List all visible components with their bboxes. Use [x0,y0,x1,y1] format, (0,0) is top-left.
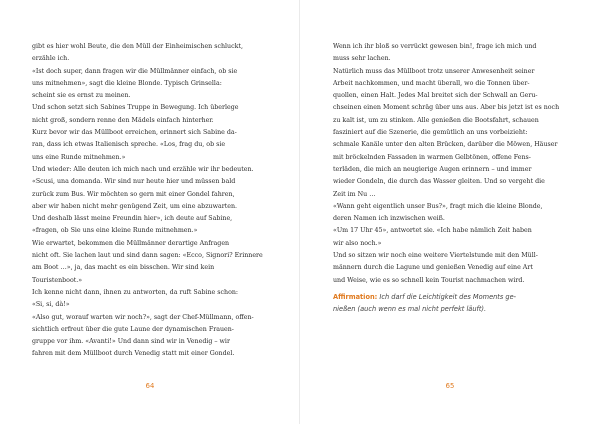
text-line: Wenn ich ihr bloß so verrückt gewesen bin!, frage ich mich und [333,43,537,50]
affirmation-line [333,291,579,303]
text-line: wir also noch.» [333,239,382,247]
text-line: «Also gut, worauf warten wir noch?», sagt der Chef-Müllmann, offen- [32,313,254,321]
text-line: ran, dass ich etwas Italienisch spreche. «Los, frag du, ob sie [32,141,226,149]
left-page-body [32,41,276,361]
text-line: quollen, einen Halt. Jedes Mal breitet sich der Schwall an Geru- [333,92,538,100]
affirmation-block [333,291,579,316]
text-line: gruppe vor ihm. «Avanti!» Und dann sind wir in Venedig – wir [32,338,230,346]
text-line: erzähle ich. [32,55,70,63]
text-line: am Boot …», ja, das macht es ein bisschen. Wir sind kein [32,264,215,272]
text-line: gibt es hier wohl Beute, die den Müll der Einheimischen schluckt, [32,43,243,50]
text-line: zu kalt ist, um zu stinken. Alle genießen die Bootsfahrt, schauen [333,116,539,124]
right-page [300,0,600,424]
text-line: Ich kenne nicht dann, ihnen zu antworten, da ruft Sabine schon: [32,288,239,296]
text-line: «fragen, ob Sie uns eine kleine Runde mitnehmen.» [32,227,198,235]
text-line: Arbeit nachkommen, und macht überall, wo die Tonnen über- [333,79,530,87]
text-line: «Wann geht eigentlich unser Bus?», fragt mich die kleine Blonde, [333,202,543,210]
text-line: und Weise, wie es so schnell kein Tourist nachmachen wird. [333,276,525,284]
text-line: uns eine Runde mitnehmen.» [32,153,126,161]
text-line: «Scusi, una domanda. Wir sind nur heute hier und müssen bald [32,178,236,186]
affirmation-text-continued: nießen (auch wenn es mal nicht perfekt läuft). [333,305,487,314]
text-line: muss sehr lachen. [333,55,391,63]
text-line: Zeit im Nu … [333,190,376,198]
text-line: aber wir haben nicht mehr genügend Zeit, um eine abzuwarten. [32,202,238,210]
text-line: schmale Kanäle unter den alten Brücken, darüber die Möwen, Häuser [333,141,558,149]
text-line: Und wieder: Alle deuten ich mich nach und erzähle wir ihr bedeuten. [32,165,254,173]
text-line: nicht groß, sondern renne den Mädels einfach hinterher. [32,116,214,124]
text-line: mit bröckelnden Fassaden in warmen Gelbtönen, offene Fens- [333,153,531,161]
text-line: fahren mit dem Müllboot durch Venedig statt mit einer Gondel. [32,350,235,358]
text-line: Natürlich muss das Müllboot trotz unserer Anwesenheit seiner [333,67,535,75]
text-line: deren Namen ich inzwischen weiß. [333,215,445,223]
text-line: Wie erwartet, bekommen die Müllmänner derartige Anfragen [32,239,230,247]
text-line: scheint sie es ernst zu meinen. [32,92,131,100]
text-line: terläden, die mich an neugierige Augen erinnern – und immer [333,165,532,173]
text-line: Und schon setzt sich Sabines Truppe in Bewegung. Ich überlege [32,104,239,112]
affirmation-label: Affirmation: [333,292,378,301]
text-line: Touristenboot.» [32,276,83,284]
text-line: Und so sitzen wir noch eine weitere Viertelstunde mit den Müll- [333,252,538,260]
text-line: sichtlich erfreut über die gute Laune der dynamischen Frauen- [32,325,234,333]
text-line: «Um 17 Uhr 45», antwortet sie. «Ich habe nämlich Zeit haben [333,227,532,235]
text-line: zurück zum Bus. Wir möchten so gern mit einer Gondel fahren, [32,190,235,198]
text-line: nicht oft. Sie lachen laut und sind dann sagen: «Ecco, Signori? Erinnere [32,252,263,260]
right-page-body [333,41,579,316]
affirmation-text: Ich darf die Leichtigkeit des Moments ge- [379,292,517,301]
text-line: «Ist doch super, dann fragen wir die Müllmänner einfach, ob sie [32,67,238,75]
text-line: fasziniert auf die Szenerie, die gemütlich an uns vorbeizieht: [333,129,528,137]
text-line: chseinen einen Moment schräg über uns aus. Aber bis jetzt ist es noch [333,104,560,112]
text-line: uns mitnehmen», sagt die kleine Blonde. Typisch Grinsella: [32,79,222,87]
text-line: «Si, si, dà!» [32,301,70,309]
page-number-right: 65 [445,382,455,390]
text-line: wieder Gondeln, die durch das Wasser gleiten. Und so vergeht die [333,178,545,186]
text-line: männern durch die Lagune und genießen Venedig auf eine Art [333,264,533,272]
text-line: Und deshalb lässt meine Freundin hier», ich deute auf Sabine, [32,215,233,223]
text-line: Kurz bevor wir das Müllboot erreichen, erinnert sich Sabine da- [32,129,237,137]
page-number-left: 64 [145,382,155,390]
